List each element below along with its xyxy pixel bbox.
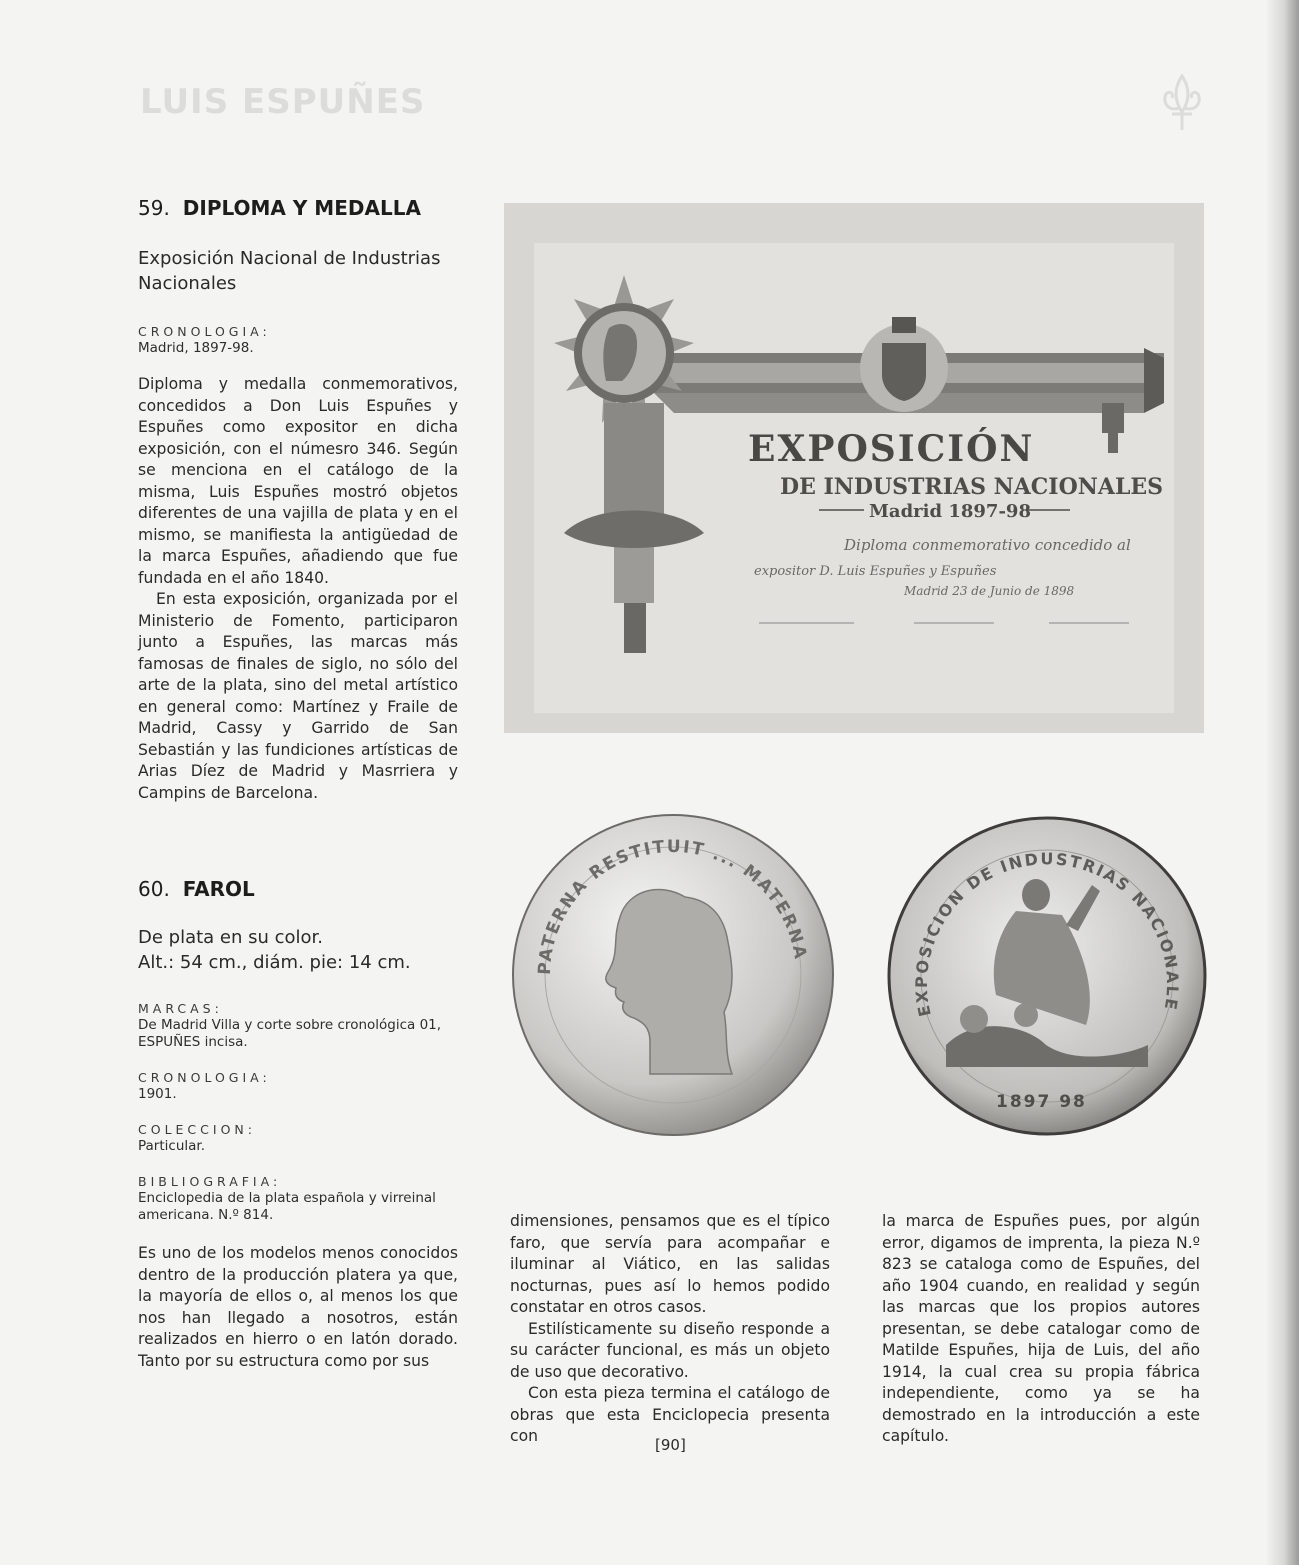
diploma-place-date: Madrid 1897-98 (869, 501, 1031, 522)
diploma-line-1: Diploma conmemorativo concedido al (844, 536, 1131, 554)
running-head: LUIS ESPUÑES (140, 82, 426, 122)
medal-obverse-legend: PATERNA RESTITUIT ... MATERNA (534, 836, 811, 976)
diploma-image (504, 203, 1204, 733)
entry-60-mid-paragraph-3: Con esta pieza termina el catálogo de obras que esta Enciclopecia presenta con (510, 1384, 830, 1445)
page-edge-shadow (1265, 0, 1299, 1565)
medal-reverse-legend: EXPOSICION DE INDUSTRIAS NACIONALE (911, 849, 1183, 1019)
medal-reverse-year: 1897 98 (996, 1092, 1087, 1112)
entry-60-marcas-value: De Madrid Villa y corte sobre cronológica 01, ESPUÑES incisa. (138, 1017, 442, 1050)
left-column (138, 196, 458, 1372)
entry-60-paragraph-1: Es uno de los modelos menos conocidos dentro de la producción platera ya que, la mayoría de ellos o, al menos los que nos han llegado a nosotros, están realizados en hierro o en latón dorado. Tanto por su estructura como por sus (138, 1244, 458, 1370)
diploma-line-3: Madrid 23 de Junio de 1898 (904, 584, 1075, 598)
diploma-illustration (504, 203, 1204, 733)
entry-60-mid-paragraph-2: Estilísticamente su diseño responde a su carácter funcional, es más un objeto de uso que decorativo. (510, 1319, 830, 1381)
entry-59-title: DIPLOMA Y MEDALLA (182, 196, 421, 220)
medal-reverse-image (886, 815, 1208, 1137)
entry-60-cronologia-label: CRONOLOGIA: (138, 1070, 271, 1085)
middle-column (510, 1211, 830, 1448)
entry-59-number: 59. (138, 196, 170, 220)
entry-60-bibliografia-label: BIBLIOGRAFIA: (138, 1174, 282, 1189)
entry-59-paragraph-2: En esta exposición, organizada por el Ministerio de Fomento, participaron junto a Espuñes, las marcas más famosas de finales de siglo, no sólo del arte de la plata, sino del metal artístico en general como: Martínez y Fraile de Madrid, Cassy y Garrido de San Sebastián y las fundiciones artísticas de Arias Díez de Madrid y Masrriera y Campins de Barcelona. (138, 590, 458, 802)
entry-60-heading (138, 877, 458, 901)
entry-59-subtitle: Exposición Nacional de Industrias Nacionales (138, 248, 441, 294)
entry-60-coleccion-value: Particular. (138, 1138, 206, 1154)
medal-obverse-illustration (510, 812, 836, 1138)
entry-59-cronologia-value: Madrid, 1897-98. (138, 340, 254, 356)
diploma-title: EXPOSICIÓN (748, 428, 1035, 470)
entry-60-bibliografia-value: Enciclopedia de la plata española y virreinal americana. N.º 814. (138, 1190, 436, 1223)
entry-60-subtitle-1: De plata en su color. (138, 927, 324, 948)
entry-59-cronologia-label: CRONOLOGIA: (138, 324, 271, 339)
diploma-line-2: expositor D. Luis Espuñes y Espuñes (754, 564, 997, 579)
entry-59-paragraph-1: Diploma y medalla conmemorativos, concedidos a Don Luis Espuñes y Espuñes como expositor en dicha exposición, con el númesro 346. Según se menciona en el catálogo de la misma, Luis Espuñes mostró objetos diferentes de una vajilla de plata y en el mismo, se manifiesta la antigüedad de la marca Espuñes, añadiendo que fue fundada en el año 1840. (138, 375, 458, 587)
entry-60-number: 60. (138, 877, 170, 901)
medal-obverse-image (510, 812, 836, 1138)
entry-60-mid-paragraph-1: dimensiones, pensamos que es el típico faro, que servía para acompañar e iluminar al Viático, en las salidas nocturnas, pues así lo hemos podido constatar en otros casos. (510, 1212, 830, 1316)
right-column (882, 1211, 1200, 1448)
entry-60-title: FAROL (182, 877, 255, 901)
entry-60-marcas-label: MARCAS: (138, 1001, 223, 1016)
entry-60-right-paragraph: la marca de Espuñes pues, por algún error, digamos de imprenta, la pieza N.º 823 se cataloga como de Espuñes, del año 1904 cuando, en realidad y según las marcas que los propios autores presentan, se debe catalogar como de Matilde Espuñes, hija de Luis, del año 1914, la cual crea su propia fábrica independiente, como ya se ha demostrado en la introducción a este capítulo. (882, 1212, 1200, 1445)
page-number: [90] (655, 1436, 686, 1454)
entry-60-cronologia-value: 1901. (138, 1086, 177, 1102)
diploma-subtitle: DE INDUSTRIAS NACIONALES (780, 474, 1164, 500)
entry-59-heading (138, 196, 458, 220)
entry-60-subtitle-2: Alt.: 54 cm., diám. pie: 14 cm. (138, 952, 411, 973)
entry-60-coleccion-label: COLECCION: (138, 1122, 256, 1137)
medal-reverse-illustration (886, 815, 1208, 1137)
fleur-de-lis-icon (1158, 72, 1206, 134)
